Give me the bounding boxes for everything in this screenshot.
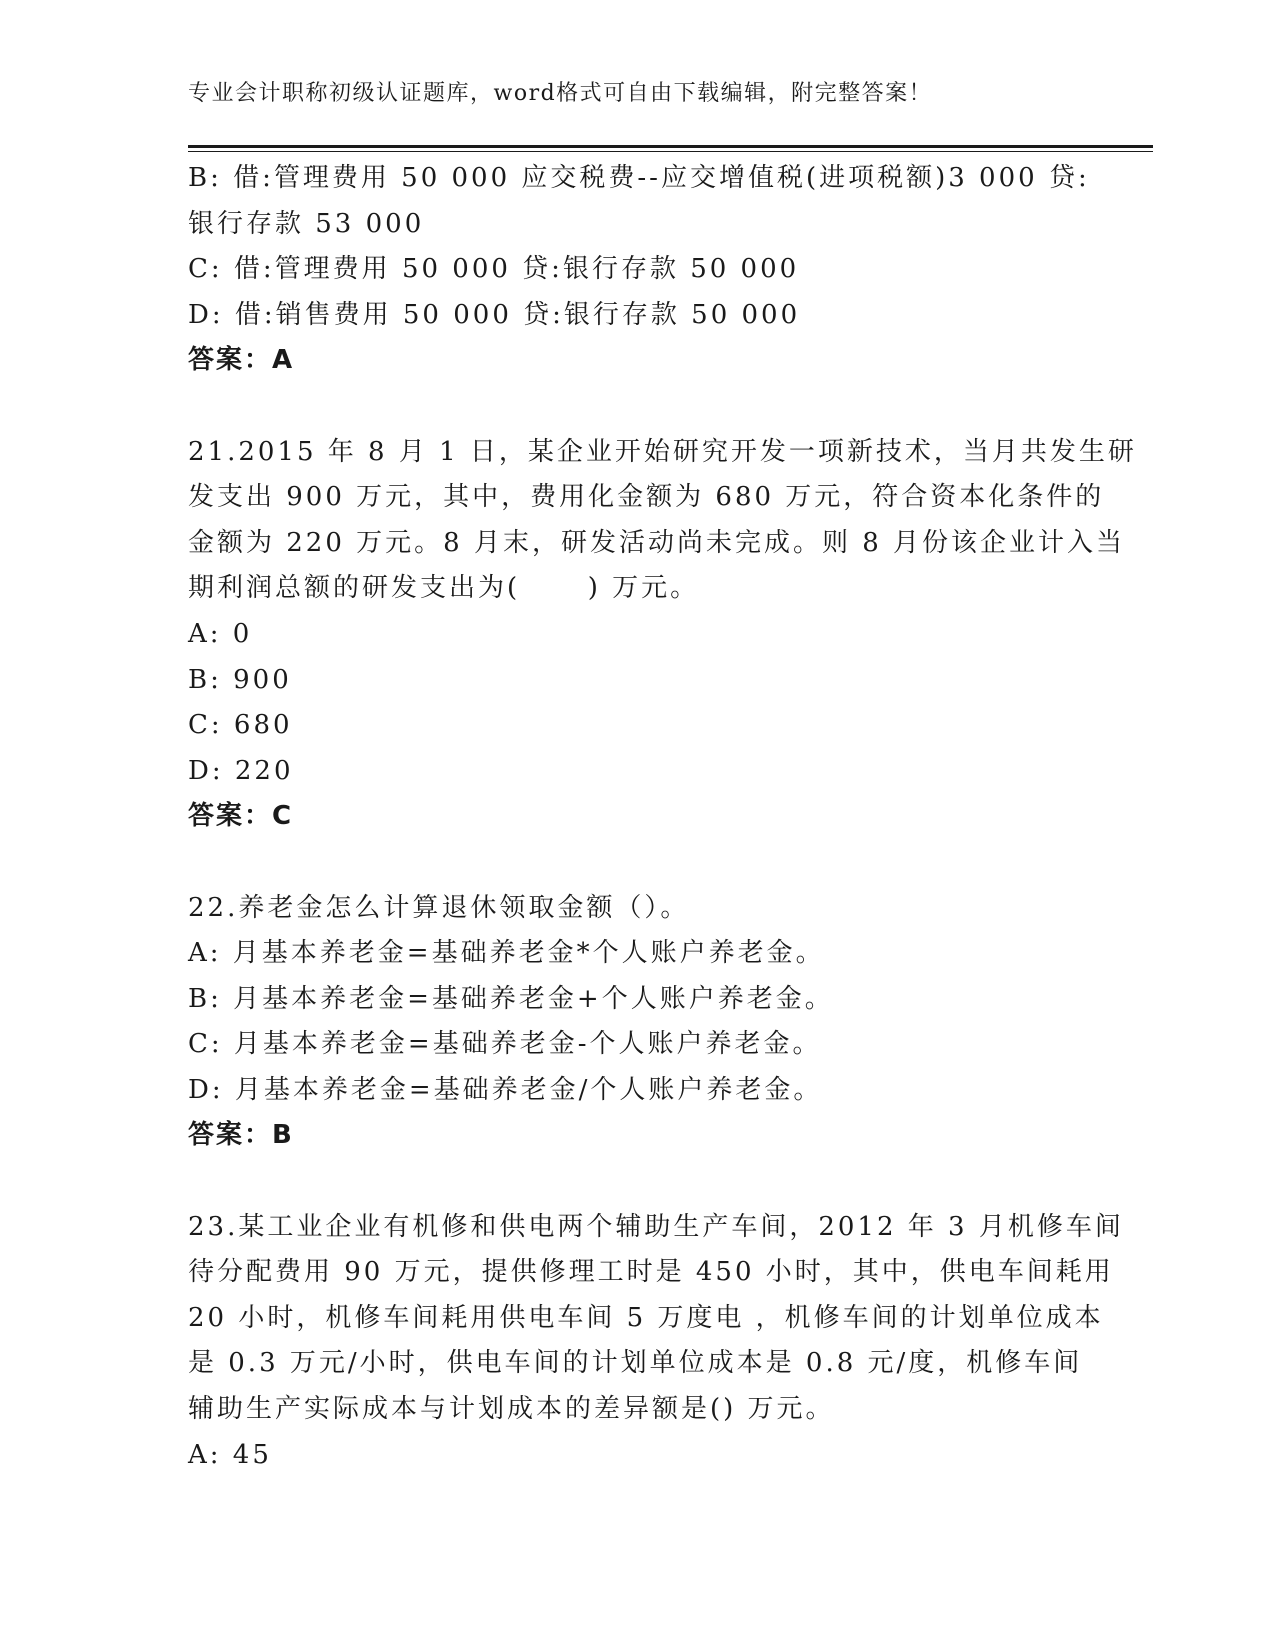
q21-stem-line-1: 21.2015 年 8 月 1 日，某企业开始研究开发一项新技术，当月共发生研 (188, 436, 1137, 467)
question-content (188, 156, 1137, 1478)
q21-answer: 答案：C (188, 801, 294, 832)
q23-stem-line-5: 辅助生产实际成本与计划成本的差异额是() 万元。 (188, 1394, 835, 1425)
q20-option-b-line2: 银行存款 53 000 (188, 208, 425, 239)
q21-option-d: D: 220 (188, 755, 294, 786)
q21-stem-line-4: 期利润总额的研发支出为( ) 万元。 (188, 573, 700, 604)
q20-answer: 答案：A (188, 345, 295, 376)
q20-option-d: D: 借:销售费用 50 000 贷:银行存款 50 000 (188, 299, 801, 330)
q23-option-a: A: 45 (188, 1439, 272, 1470)
q23-stem-line-2: 待分配费用 90 万元，提供修理工时是 450 小时，其中，供电车间耗用 (188, 1257, 1114, 1288)
q22-option-a: A: 月基本养老金=基础养老金*个人账户养老金。 (188, 938, 825, 969)
q23-stem-line-3: 20 小时，机修车间耗用供电车间 5 万度电 ，机修车间的计划单位成本 (188, 1302, 1104, 1333)
q20-option-c: C: 借:管理费用 50 000 贷:银行存款 50 000 (188, 254, 800, 285)
q21-option-b: B: 900 (188, 664, 292, 695)
spacer (188, 384, 1078, 430)
q22-stem: 22.养老金怎么计算退休领取金额（）。 (188, 892, 690, 923)
q21-option-a: A: 0 (188, 618, 253, 649)
q22-option-c: C: 月基本养老金=基础养老金-个人账户养老金。 (188, 1029, 822, 1060)
q20-option-b-line1: B: 借:管理费用 50 000 应交税费--应交增值税(进项税额)3 000 贷: (188, 163, 1090, 193)
page-header: 专业会计职称初级认证题库，word格式可自由下载编辑，附完整答案！ (188, 81, 933, 106)
q21-option-c: C: 680 (188, 710, 293, 741)
header-rule-thin (188, 151, 1153, 152)
header-rule-thick (188, 145, 1153, 148)
q21-stem-line-2: 发支出 900 万元，其中，费用化金额为 680 万元，符合资本化条件的 (188, 482, 1105, 513)
q21-stem-line-3: 金额为 220 万元。8 月末，研发活动尚未完成。则 8 月份该企业计入当 (188, 527, 1126, 558)
q22-option-b: B: 月基本养老金=基础养老金+个人账户养老金。 (188, 983, 834, 1014)
q22-option-d: D: 月基本养老金=基础养老金/个人账户养老金。 (188, 1074, 823, 1105)
q23-stem-line-1: 23.某工业企业有机修和供电两个辅助生产车间，2012 年 3 月机修车间 (188, 1211, 1124, 1242)
q22-answer: 答案：B (188, 1120, 294, 1151)
spacer (188, 840, 1078, 886)
q23-stem-line-4: 是 0.3 万元/小时，供电车间的计划单位成本是 0.8 元/度，机修车间 (188, 1348, 1083, 1379)
spacer (188, 1159, 1078, 1205)
